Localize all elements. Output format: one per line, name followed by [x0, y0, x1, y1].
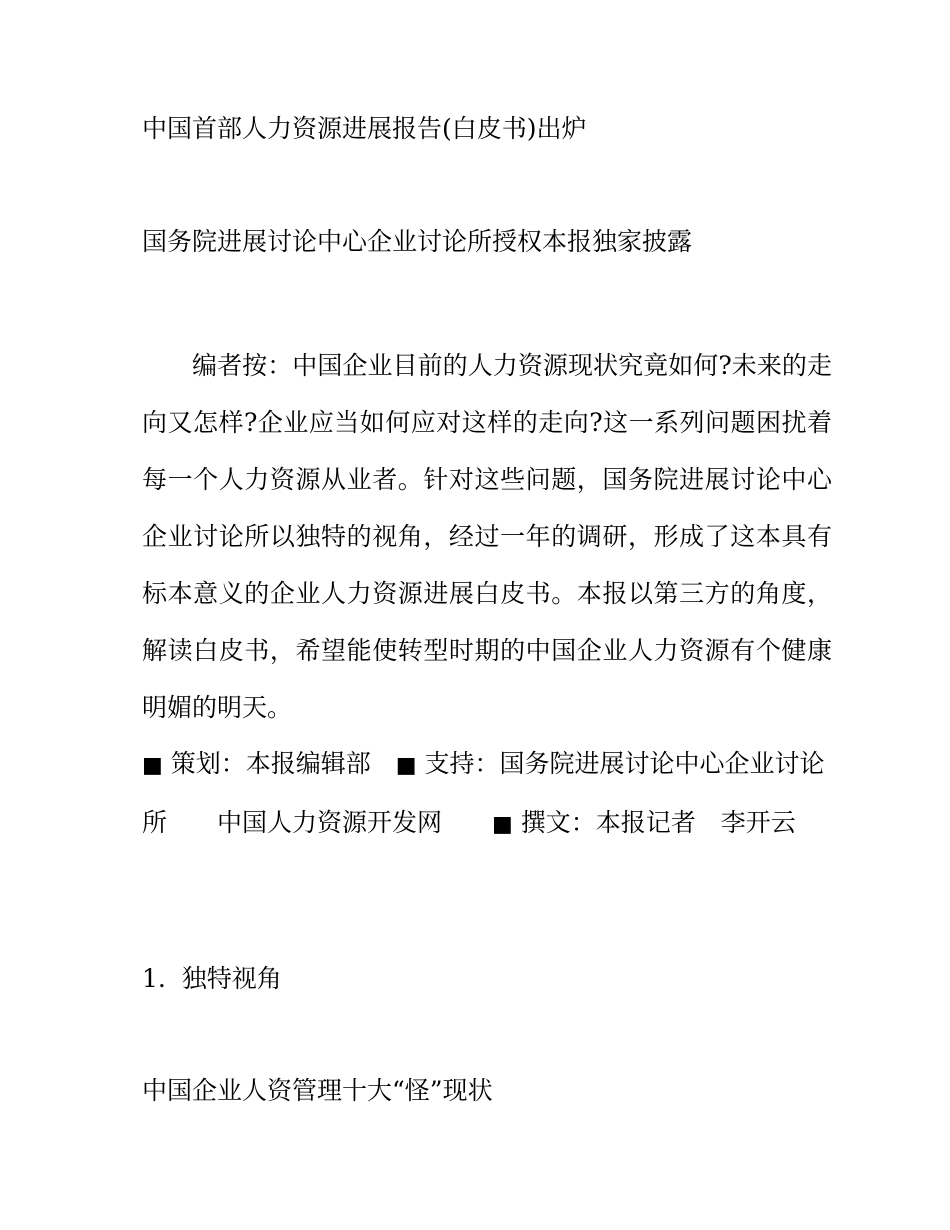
square-bullet-icon: ■	[395, 753, 417, 778]
credit-planning: 策划：本报编辑部	[162, 749, 396, 778]
square-bullet-icon: ■	[142, 753, 163, 778]
subsection-heading: 中国企业人资管理十大“怪”现状	[142, 1076, 493, 1105]
credit-writer: 撰文：本报记者 李开云	[512, 808, 796, 837]
square-bullet-icon: ■	[492, 812, 513, 837]
section-heading: 1. 独特视角	[142, 964, 282, 993]
editor-note-paragraph: 编者按：中国企业目前的人力资源现状究竟如何?未来的走向又怎样?企业应当如何应对这样的走向?这一系列问题困扰着每一个人力资源从业者。针对这些问题，国务院进展讨论中心企业讨论所以独特的视角，经过一年的调研，形成了这本具有标本意义的企业人力资源进展白皮书。本报以第三方的角度，解读白皮书，希望能使转型时期的中国企业人力资源有个健康明媚的明天。	[142, 351, 832, 722]
credit-support: 支持：国务院进展讨论中心企业讨论所 中国人力资源开发网	[142, 749, 825, 837]
document-title: 中国首部人力资源进展报告(白皮书)出炉	[142, 114, 587, 143]
document-subtitle: 国务院进展讨论中心企业讨论所授权本报独家披露	[142, 227, 693, 256]
credits-block	[142, 735, 832, 853]
